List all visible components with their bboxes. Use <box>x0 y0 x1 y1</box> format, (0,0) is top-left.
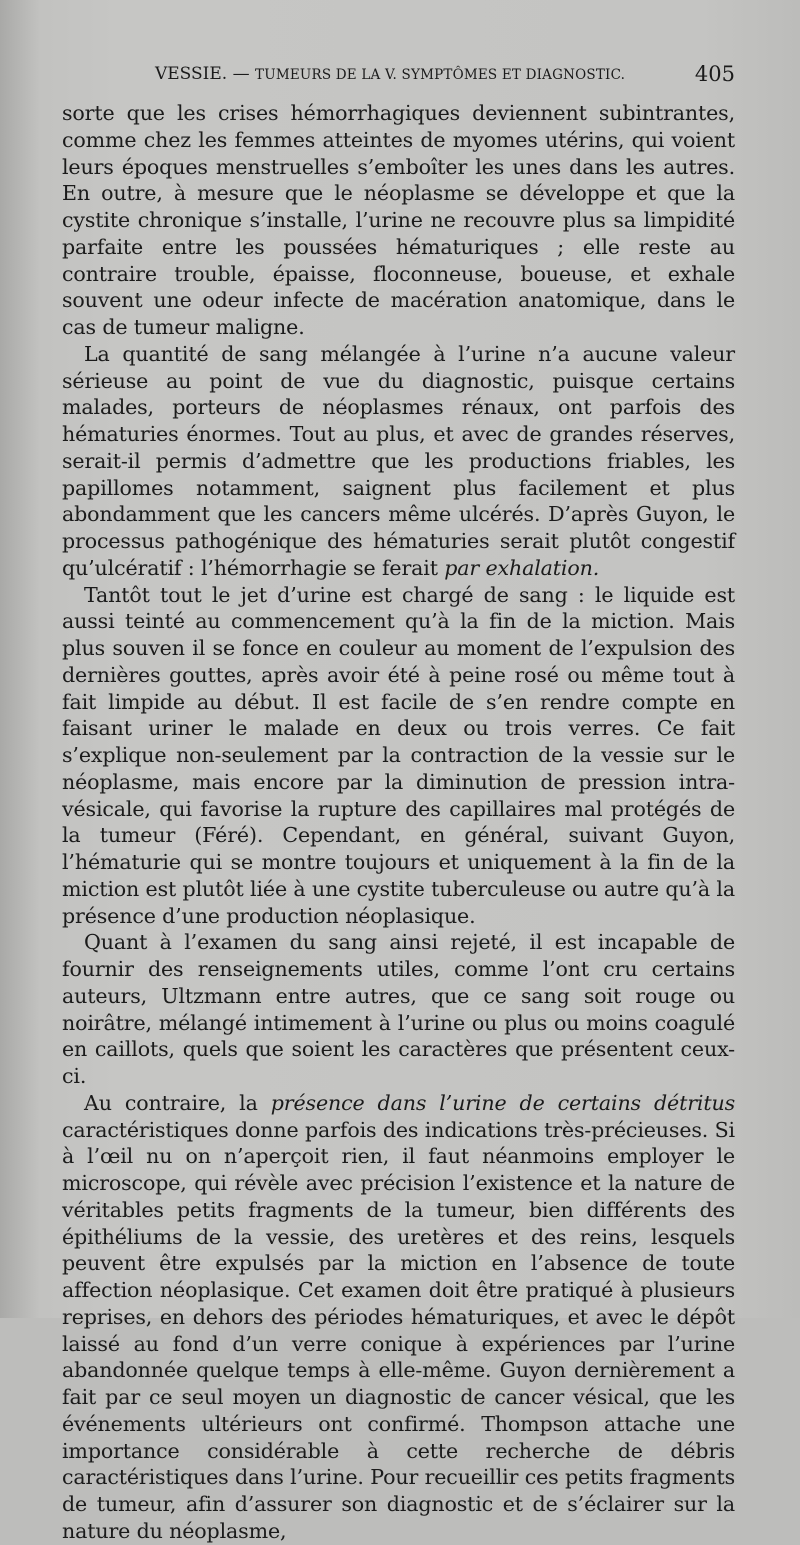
paragraph-1: sorte que les crises hémorrhagiques deviennent subintrantes, comme chez les femmes atteintes de myomes utérins, qui voient leurs époques menstruelles s’emboîter les unes dans les autres. En outre, à mesure que le néoplasme se développe et que la cystite chronique s’installe, l’urine ne recouvre plus sa limpidité parfaite entre les poussées hématuriques ; elle reste au contraire trouble, épaisse, floconneuse, boueuse, et exhale souvent une odeur infecte de macération anatomique, dans le cas de tumeur maligne. <box>62 101 735 339</box>
paragraph-3: Tantôt tout le jet d’urine est chargé de sang : le liquide est aussi teinté au commencement qu’à la fin de la miction. Mais plus souven il se fonce en couleur au moment de l’expulsion des dernières gouttes, après avoir été à peine rosé ou même tout à fait limpide au début. Il est facile de s’en rendre compte en faisant uriner le malade en deux ou trois verres. Ce fait s’explique non-seulement par la contraction de la vessie sur le néoplasme, mais encore par la diminution de pression intra-vésicale, qui favorise la rupture des capillaires mal protégés de la tumeur (Féré). Cependant, en général, suivant Guyon, l’hématurie qui se montre toujours et uniquement à la fin de la miction est plutôt liée à une cystite tuberculeuse ou autre qu’à la présence d’une production néoplasique. <box>62 582 735 928</box>
paragraph-2 <box>62 341 735 582</box>
header-title-dash: — <box>227 64 256 84</box>
paragraph-5 <box>62 1090 735 1545</box>
running-header <box>155 62 735 90</box>
paragraph-5-text-b: caractéristiques donne parfois des indications très-précieuses. Si à l’œil nu on n’aperçoit rien, il faut néanmoins employer le microscope, qui révèle avec précision l’existence et la nature de véritables petits fragments de la tumeur, bien différents des épithéliums de la vessie, des uretères et des reins, lesquels peuvent être expulsés par la miction en l’absence de toute affection néoplasique. Cet examen doit être pratiqué à plusieurs reprises, en dehors des périodes hématuriques, et avec le dépôt laissé au fond d’un verre conique à expériences par l’urine abandonnée quelque temps à elle-même. Guyon dernièrement a fait par ce seul moyen un diagnostic de cancer vésical, que les événements ultérieurs ont confirmé. Thompson attache une importance considérable à cette recherche de débris caractéristiques dans l’urine. Pour recueillir ces petits fragments de tumeur, afin d’assurer son diagnostic et de s’éclairer sur la nature du néoplasme, <box>62 1117 735 1543</box>
paragraph-2-text: La quantité de sang mélangée à l’urine n’a aucune valeur sérieuse au point de vue du diagnostic, puisque certains malades, porteurs de néoplasmes rénaux, ont parfois des hématuries énormes. Tout au plus, et avec de grandes réserves, serait-il permis d’admettre que les productions friables, les papillomes notamment, saignent plus facilement et plus abondamment que les cancers même ulcérés. D’après Guyon, le processus pathogénique des hématuries serait plutôt congestif qu’ulcératif : l’hémorrhagie se ferait <box>62 341 735 580</box>
page-body <box>62 100 735 1545</box>
paragraph-5-italic: présence dans l’urine de certains détritus <box>270 1090 735 1115</box>
header-title-rest: TUMEURS DE LA V. SYMPTÔMES ET DIAGNOSTIC. <box>255 67 626 83</box>
paragraph-4: Quant à l’examen du sang ainsi rejeté, il est incapable de fournir des renseignements utiles, comme l’ont cru certains auteurs, Ultzmann entre autres, que ce sang soit rouge ou noirâtre, mélangé intimement à l’urine ou plus ou moins coagulé en caillots, quels que soient les caractères que présentent ceux-ci. <box>62 930 735 1088</box>
header-title <box>155 64 625 84</box>
paragraph-2-italic: par exhalation. <box>444 555 600 580</box>
header-title-main: VESSIE. <box>155 64 228 84</box>
paragraph-5-text-a: Au contraire, la <box>84 1090 271 1115</box>
page-number: 405 <box>694 62 735 86</box>
